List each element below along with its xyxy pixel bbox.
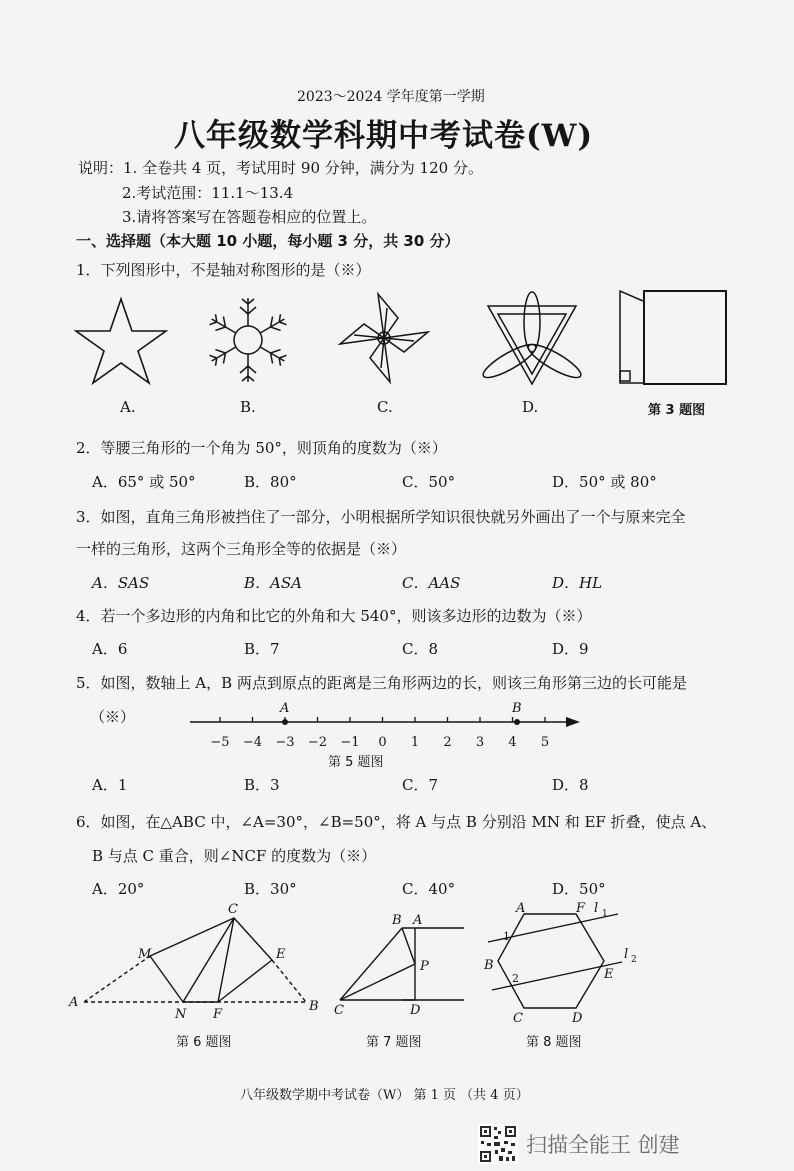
- question-2-stem: 2．等腰三角形的一个角为 50°，则顶角的度数为（※）: [76, 439, 447, 457]
- question-1-stem: 1．下列图形中，不是轴对称图形的是（※）: [76, 261, 371, 279]
- fig7-caption: 第 7 题图: [366, 1035, 422, 1050]
- question-3-stem-line1: 3．如图，直角三角形被挡住了一部分，小明根据所学知识很快就另外画出了一个与原来完全: [76, 508, 686, 526]
- q1-label-a: A.: [120, 398, 136, 416]
- fig7-label-a: A: [413, 913, 423, 928]
- q6-option-a: A．20°: [92, 880, 145, 898]
- q1-label-c: C.: [377, 398, 393, 416]
- note-1: 说明：1. 全卷共 4 页，考试用时 90 分钟，满分为 120 分。: [78, 159, 483, 177]
- fig6-caption: 第 6 题图: [176, 1035, 232, 1050]
- q2-option-d: D．50° 或 80°: [552, 473, 657, 491]
- q3-option-a: A．SAS: [92, 574, 150, 592]
- fig6-label-a: A: [69, 995, 79, 1010]
- q4-option-a: A．6: [92, 640, 128, 658]
- number-line-tick-label: 2: [443, 735, 452, 750]
- note-2: 2.考试范围：11.1～13.4: [122, 184, 294, 202]
- fig8-label-e: E: [604, 967, 614, 982]
- q5-option-c: C．7: [402, 776, 439, 794]
- exam-title: 八年级数学科期中考试卷(W): [174, 118, 594, 154]
- fig6-label-f: F: [213, 1007, 223, 1022]
- scanner-watermark: 扫描全能王 创建: [526, 1133, 680, 1157]
- number-line-tick-label: 3: [475, 735, 485, 750]
- star-figure: [74, 296, 168, 386]
- question-6-stem-line1: 6．如图，在△ABC 中，∠A=30°，∠B=50°，将 A 与点 B 分别沿 MN 和 EF 折叠，使点 A、: [76, 813, 717, 831]
- fig8-label-l1-sub: 1: [602, 909, 608, 919]
- fig8-angle-2: 2: [512, 972, 519, 985]
- number-line-tick-label: −5: [210, 735, 230, 750]
- fig7-label-c: C: [334, 1003, 344, 1018]
- fig3-hidden-triangle: [618, 289, 728, 387]
- q5-option-b: B．3: [244, 776, 280, 794]
- section-heading-choice: 一、选择题（本大题 10 小题，每小题 3 分，共 30 分）: [76, 232, 460, 250]
- fig8-angle-1: 1: [503, 930, 510, 943]
- question-5-stem-line2: （※）: [90, 708, 136, 726]
- fig8-label-l2-sub: 2: [631, 955, 637, 965]
- fig8-label-l2: l: [624, 947, 629, 962]
- page-footer: 八年级数学期中考试卷（W） 第 1 页 （共 4 页）: [240, 1088, 529, 1103]
- number-line-tick-label: −2: [307, 735, 328, 750]
- q6-option-d: D．50°: [552, 880, 606, 898]
- q1-label-b: B.: [240, 398, 256, 416]
- fig5-caption: 第 5 题图: [328, 755, 384, 770]
- fig7-label-p: P: [420, 959, 429, 974]
- fig8-diagram: [480, 900, 640, 1025]
- pinwheel-figure: [334, 288, 434, 388]
- point-b-dot: [514, 719, 520, 725]
- q4-option-b: B．7: [244, 640, 280, 658]
- question-3-stem-line2: 一样的三角形，这两个三角形全等的依据是（※）: [76, 540, 407, 558]
- q2-option-b: B．80°: [244, 473, 297, 491]
- number-line-tick-label: −4: [242, 735, 263, 750]
- qr-code-icon: [478, 1124, 518, 1164]
- note-3: 3.请将答案写在答题卷相应的位置上。: [122, 208, 377, 226]
- fig6-label-b: B: [309, 999, 319, 1014]
- fig8-label-l1: l: [594, 901, 599, 916]
- number-line-tick-label: −3: [275, 735, 295, 750]
- q5-option-d: D．8: [552, 776, 589, 794]
- number-line-tick-label: 4: [508, 735, 517, 750]
- fig8-label-a: A: [516, 901, 526, 916]
- q3-option-d: D．HL: [552, 574, 603, 592]
- q3-option-c: C．AAS: [402, 574, 461, 592]
- question-4-stem: 4．若一个多边形的内角和比它的外角和大 540°，则该多边形的边数为（※）: [76, 607, 592, 625]
- number-line-tick-label: 5: [540, 735, 550, 750]
- fig7-label-d: D: [410, 1003, 421, 1018]
- point-b-label: B: [512, 701, 522, 716]
- q4-option-c: C．8: [402, 640, 439, 658]
- q2-option-a: A．65° 或 50°: [92, 473, 196, 491]
- q4-option-d: D．9: [552, 640, 589, 658]
- fig8-caption: 第 8 题图: [526, 1035, 582, 1050]
- triangle-propeller-figure: [484, 290, 580, 388]
- fig8-label-d: D: [572, 1011, 583, 1026]
- point-a-dot: [282, 719, 288, 725]
- q6-option-b: B．30°: [244, 880, 297, 898]
- q3-option-b: B．ASA: [244, 574, 302, 592]
- number-line-tick-label: −1: [340, 735, 360, 750]
- fig7-label-b: B: [392, 913, 402, 928]
- fig6-label-c: C: [228, 902, 238, 917]
- number-line-tick-label: 0: [378, 735, 387, 750]
- question-6-stem-line2: B 与点 C 重合，则∠NCF 的度数为（※）: [92, 847, 377, 865]
- fig6-label-n: N: [175, 1007, 187, 1022]
- q2-option-c: C．50°: [402, 473, 456, 491]
- fig8-label-f: F: [576, 901, 586, 916]
- q5-option-a: A．1: [92, 776, 128, 794]
- fig6-label-e: E: [276, 947, 286, 962]
- fig3-caption: 第 3 题图: [648, 403, 706, 418]
- q1-label-d: D.: [522, 398, 539, 416]
- fig6-label-m: M: [138, 947, 152, 962]
- fig8-label-c: C: [513, 1011, 523, 1026]
- snowflake-figure: [202, 294, 294, 386]
- point-a-label: A: [280, 701, 290, 716]
- question-5-stem-line1: 5．如图，数轴上 A，B 两点到原点的距离是三角形两边的长，则该三角形第三边的长可能是: [76, 674, 687, 692]
- exam-year-term: 2023～2024 学年度第一学期: [297, 89, 485, 105]
- fig8-label-b: B: [484, 958, 494, 973]
- number-line-figure: [180, 696, 590, 752]
- number-line-tick-label: 1: [410, 735, 420, 750]
- fig6-diagram: [62, 900, 327, 1025]
- q6-option-c: C．40°: [402, 880, 456, 898]
- fig7-diagram: [330, 908, 470, 1023]
